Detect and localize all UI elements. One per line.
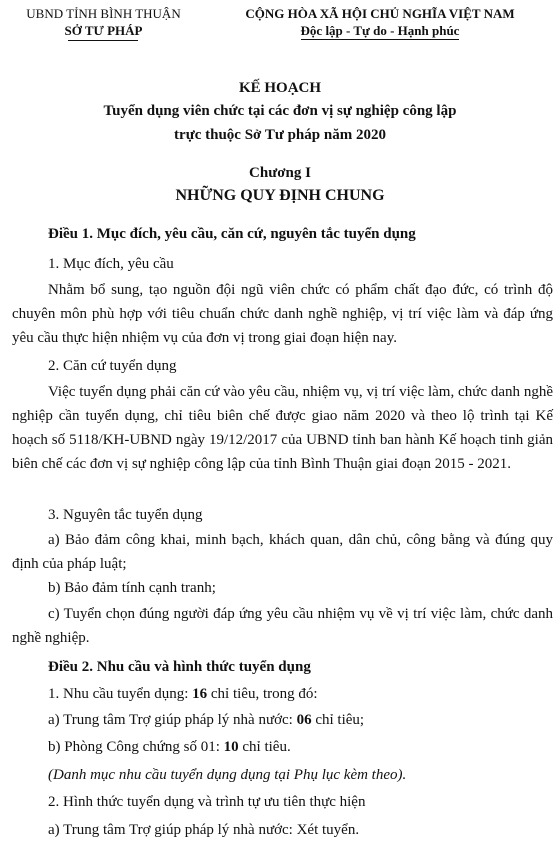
article1-section3-item-a: a) Bảo đảm công khai, minh bạch, khách quan, dân chủ, công bằng và đúng quy định của pháp luật; [12, 532, 553, 572]
article1-section1-body: Nhằm bổ sung, tạo nguồn đội ngũ viên chức có phẩm chất đạo đức, có trình độ chuyên môn phù hợp với tiêu chuẩn chức danh nghề nghiệp, vị trí việc làm và đáp ứng yêu cầu thực hiện nhiệm vụ của đơn vị trong giai đoạn hiện nay. [12, 282, 553, 346]
item-b-prefix: b) Phòng Công chứng số 01: [48, 739, 224, 755]
article1-section2-heading: 2. Căn cứ tuyển dụng [48, 358, 177, 374]
item-b-count: 10 [223, 739, 239, 755]
article2-section1-prefix: 1. Nhu cầu tuyển dụng: [48, 686, 193, 702]
article2-section2-item-a: a) Trung tâm Trợ giúp pháp lý nhà nước: Xét tuyển. [48, 822, 360, 838]
article2-section1-item-a [48, 708, 553, 732]
issuer-underline [68, 40, 138, 41]
issuer-department: SỞ TƯ PHÁP [64, 23, 143, 38]
article2-section2-heading: 2. Hình thức tuyển dụng và trình tự ưu tiên thực hiện [48, 794, 366, 810]
article2-section1-item-b [48, 735, 553, 759]
item-a-count: 06 [296, 712, 312, 728]
article2-section1-count: 16 [192, 686, 208, 702]
article1-section3-item-c: c) Tuyển chọn đúng người đáp ứng yêu cầu nhiệm vụ về vị trí việc làm, chức danh nghề nghiệp. [12, 606, 553, 646]
article1-section2-body: Việc tuyển dụng phải căn cứ vào yêu cầu, nhiệm vụ, vị trí việc làm, chức danh nghề nghiệp cần tuyển dụng, chỉ tiêu biên chế được giao năm 2020 và theo lộ trình tại Kế hoạch số 5118/KH-UBND ngày 19/12/2017 của UBND tỉnh ban hành Kế hoạch tinh giản biên chế các đơn vị sự nghiệp công lập của tỉnh Bình Thuận giai đoạn 2015 - 2021. [12, 384, 553, 472]
item-a-suffix: chỉ tiêu; [311, 712, 365, 728]
national-header [205, 5, 555, 40]
issuer-block [6, 5, 201, 39]
document-type: KẾ HOẠCH [238, 80, 322, 96]
article1-section3-heading: 3. Nguyên tắc tuyển dụng [48, 507, 203, 523]
document-title-line2: trực thuộc Sở Tư pháp năm 2020 [174, 127, 386, 143]
item-b-suffix: chỉ tiêu. [238, 739, 291, 755]
national-name: CỘNG HÒA XÃ HỘI CHỦ NGHĨA VIỆT NAM [245, 6, 515, 21]
article2-section1-suffix: chỉ tiêu, trong đó: [207, 686, 318, 702]
chapter-number: Chương I [249, 165, 311, 181]
item-a-prefix: a) Trung tâm Trợ giúp pháp lý nhà nước: [48, 712, 297, 728]
article2-section1 [48, 682, 553, 706]
national-motto: Độc lập - Tự do - Hạnh phúc [300, 23, 460, 38]
chapter-title: NHỮNG QUY ĐỊNH CHUNG [175, 187, 385, 204]
article1-heading: Điều 1. Mục đích, yêu cầu, căn cứ, nguyên tắc tuyển dụng [48, 226, 416, 242]
issuer-province: UBND TỈNH BÌNH THUẬN [26, 6, 181, 21]
article1-section1-heading: 1. Mục đích, yêu cầu [48, 256, 174, 272]
article2-section1-note: (Danh mục nhu cầu tuyển dụng dụng tại Phụ lục kèm theo). [48, 767, 407, 783]
article2-heading: Điều 2. Nhu cầu và hình thức tuyển dụng [48, 659, 311, 675]
document-title-line1: Tuyển dụng viên chức tại các đơn vị sự nghiệp công lập [103, 103, 457, 119]
article1-section3-item-b: b) Bảo đảm tính cạnh tranh; [48, 580, 216, 596]
